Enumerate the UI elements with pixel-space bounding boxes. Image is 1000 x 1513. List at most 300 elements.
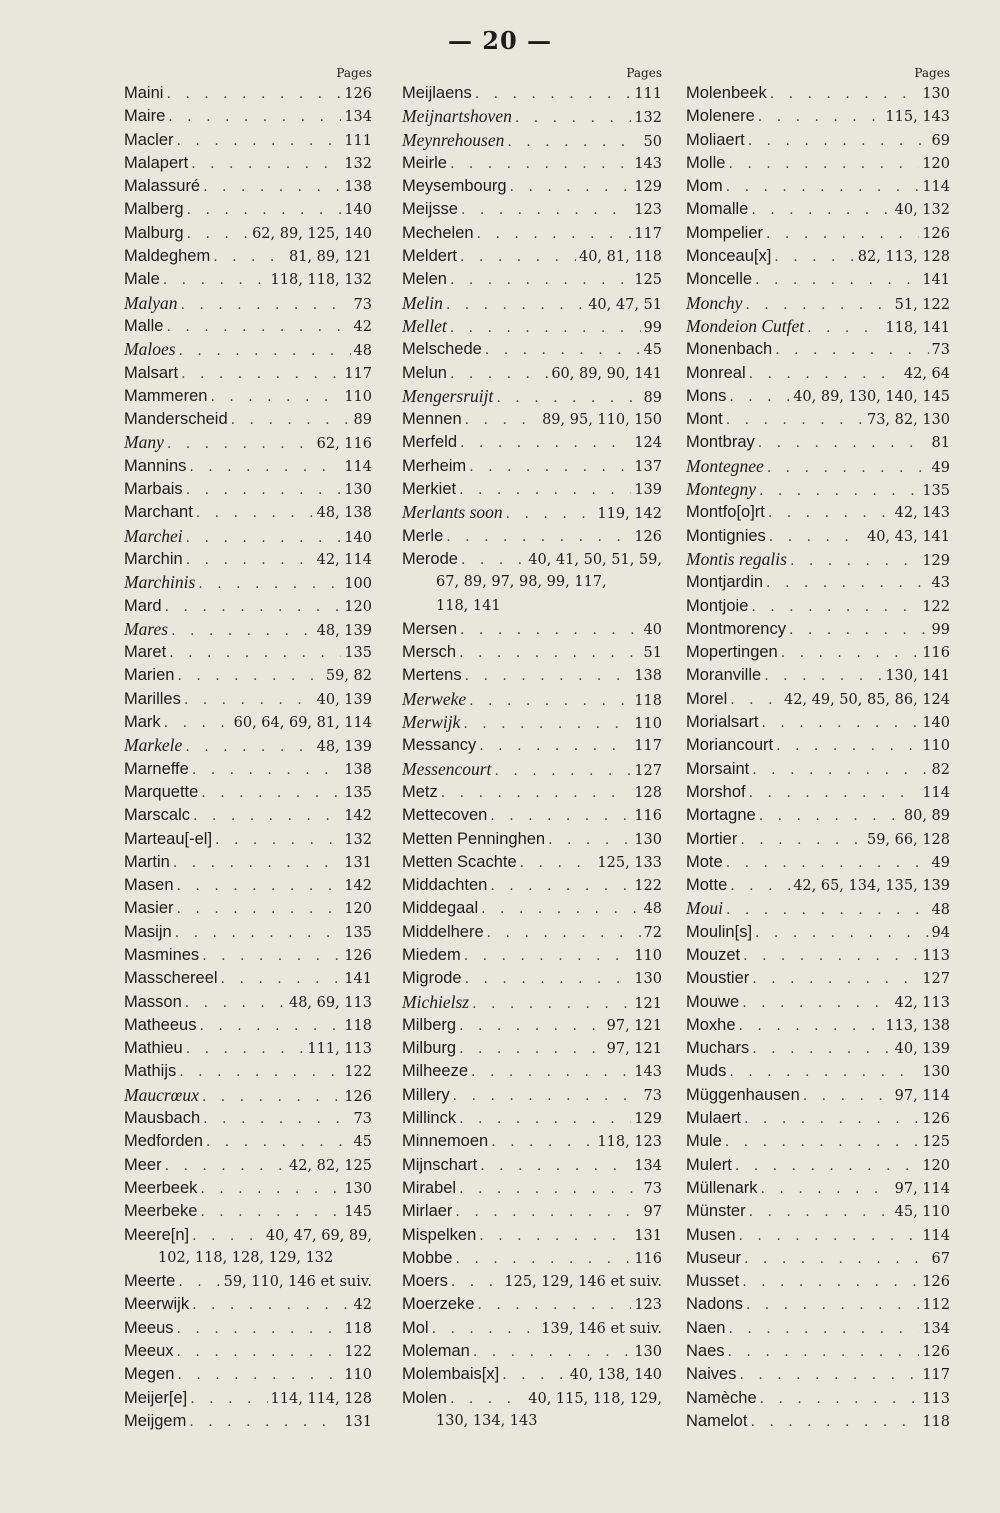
dot-leader — [475, 83, 632, 106]
entry-list — [402, 82, 662, 1433]
entry-name: Montmorency — [686, 619, 786, 638]
index-entry — [686, 711, 950, 734]
entry-name: Minnemoen — [402, 1132, 489, 1151]
dot-leader — [203, 176, 341, 199]
dot-leader — [206, 1131, 351, 1154]
dot-leader — [471, 1061, 631, 1084]
entry-pages: 140 — [344, 529, 372, 546]
index-entry — [402, 548, 662, 571]
entry-name: Nadons — [686, 1295, 743, 1314]
entry-pages: 118 — [922, 1413, 950, 1430]
entry-pages: 139, 146 et suiv. — [541, 1320, 662, 1337]
index-entry — [402, 1107, 662, 1130]
entry-pages: 40, 132 — [894, 202, 950, 219]
entry-name: Moncelle — [686, 270, 753, 289]
entry-pages: 118 — [634, 692, 662, 709]
entry-name: Mengersruijt — [402, 385, 494, 406]
dot-leader — [479, 1225, 631, 1248]
entry-name: Museur — [686, 1248, 742, 1267]
entry-pages: 129 — [634, 1111, 662, 1128]
entry-name: Middachten — [402, 876, 488, 895]
dot-leader — [758, 432, 929, 455]
dot-leader — [766, 572, 929, 595]
entry-pages: 102, 118, 128, 129, 132 — [158, 1249, 334, 1266]
index-entry — [124, 571, 372, 594]
entry-pages: 130 — [634, 971, 662, 988]
entry-name: Maucrœux — [124, 1084, 199, 1105]
dot-leader — [748, 130, 929, 153]
entry-name: Maini — [124, 84, 164, 102]
index-entry — [402, 478, 662, 501]
entry-pages: 100 — [344, 576, 372, 593]
entry-name: Melen — [402, 270, 447, 289]
entry-name: Namèche — [686, 1388, 757, 1407]
index-entry — [686, 688, 950, 711]
entry-name: Masschereel — [124, 969, 218, 988]
entry-name: Morshof — [686, 782, 746, 801]
entry-pages: 80, 89 — [903, 808, 950, 825]
entry-pages: 123 — [634, 202, 662, 219]
entry-name: Motte — [686, 876, 728, 895]
dot-leader — [761, 1178, 892, 1201]
entry-pages: 117 — [634, 738, 662, 755]
entry-name: Male — [124, 270, 160, 289]
index-entry — [124, 152, 372, 175]
dot-leader — [507, 131, 640, 154]
dot-leader — [464, 945, 632, 968]
column-header: Pages — [626, 66, 662, 80]
entry-name: Mondeion Cutfet — [686, 315, 805, 336]
entry-name: Malburg — [124, 223, 184, 242]
entry-pages: 130, 134, 143 — [436, 1412, 538, 1429]
dot-leader — [455, 1248, 631, 1271]
dot-leader — [459, 1178, 640, 1201]
index-entry — [124, 548, 372, 571]
entry-pages: 126 — [922, 1274, 950, 1291]
entry-pages: 45 — [643, 342, 662, 359]
index-entry — [402, 991, 662, 1014]
index-entry — [124, 1270, 372, 1293]
entry-pages: 127 — [922, 971, 950, 988]
entry-pages: 40, 115, 118, 129, — [528, 1390, 662, 1407]
dot-leader — [177, 1341, 342, 1364]
entry-pages: 50 — [643, 133, 662, 150]
index-entry — [124, 851, 372, 874]
entry-pages: 117 — [634, 225, 662, 242]
dot-leader — [755, 922, 929, 945]
index-entry — [686, 641, 950, 664]
index-entry — [686, 501, 950, 524]
entry-name: Migrode — [402, 969, 462, 988]
entry-name: Mammeren — [124, 386, 208, 405]
entry-name: Malapert — [124, 153, 189, 172]
entry-name: Mathieu — [124, 1039, 183, 1058]
index-entry — [402, 385, 662, 408]
index-entry — [402, 129, 662, 152]
index-entry — [402, 315, 662, 338]
index-entry — [402, 175, 662, 198]
index-entry — [402, 758, 662, 781]
dot-leader — [450, 269, 631, 292]
dot-leader — [728, 1341, 920, 1364]
dot-leader — [193, 805, 341, 828]
dot-leader — [167, 433, 314, 456]
entry-name: Malle — [124, 316, 164, 335]
entry-name: Metten Scachte — [402, 852, 517, 871]
dot-leader — [739, 1015, 883, 1038]
entry-pages: 42, 82, 125 — [288, 1157, 372, 1174]
entry-name: Mompelier — [686, 223, 764, 242]
dot-leader — [450, 363, 548, 386]
dot-leader — [461, 549, 525, 572]
entry-pages: 126 — [634, 528, 662, 545]
entry-list — [124, 82, 372, 1433]
entry-name: Mares — [124, 618, 169, 639]
entry-name: Merle — [402, 526, 444, 545]
entry-pages: 120 — [344, 901, 372, 918]
entry-pages: 82, 113, 128 — [857, 249, 950, 266]
entry-pages: 40 — [643, 621, 662, 638]
dot-leader — [469, 456, 631, 479]
entry-pages: 89 — [353, 412, 372, 429]
dot-leader — [184, 689, 314, 712]
entry-pages: 99 — [931, 621, 950, 638]
entry-pages: 145 — [344, 1204, 372, 1221]
index-entry — [686, 1247, 950, 1270]
dot-leader — [446, 526, 631, 549]
entry-name: Merkiet — [402, 480, 457, 499]
dot-leader — [175, 922, 342, 945]
index-entry — [402, 431, 662, 454]
dot-leader — [186, 1038, 305, 1061]
entry-pages: 130 — [922, 86, 950, 102]
index-entry — [124, 1037, 372, 1060]
dot-leader — [192, 1225, 263, 1248]
entry-pages: 114 — [344, 458, 372, 475]
index-entry — [402, 268, 662, 291]
index-entry — [402, 1014, 662, 1037]
dot-leader — [446, 294, 585, 317]
entry-name: Musset — [686, 1272, 740, 1291]
entry-pages: 132 — [634, 110, 662, 127]
entry-pages: 73 — [643, 1180, 662, 1197]
entry-name: Marilles — [124, 689, 181, 708]
dot-leader — [764, 665, 882, 688]
dot-leader — [758, 106, 883, 129]
dot-leader — [460, 432, 631, 455]
dot-leader — [770, 83, 920, 106]
index-entry — [124, 1130, 372, 1153]
dot-leader — [180, 294, 350, 317]
dot-leader — [469, 690, 631, 713]
entry-pages: 135 — [344, 784, 372, 801]
entry-pages: 111 — [344, 132, 372, 149]
index-entry — [686, 478, 950, 501]
entry-pages: 42, 113 — [894, 994, 950, 1011]
entry-name: Masijn — [124, 922, 172, 941]
index-entry — [402, 1317, 662, 1340]
entry-pages: 48, 139 — [316, 622, 372, 639]
entry-name: Mouwe — [686, 992, 740, 1011]
entry-pages: 40, 138, 140 — [569, 1367, 662, 1384]
entry-name: Meysembourg — [402, 177, 507, 196]
entry-pages: 118, 123 — [597, 1134, 662, 1151]
entry-pages: 97, 121 — [606, 1017, 662, 1034]
index-entry — [402, 152, 662, 175]
index-entry — [686, 82, 950, 105]
dot-leader — [490, 875, 631, 898]
entry-name: Millery — [402, 1085, 450, 1104]
entry-name: Messencourt — [402, 758, 492, 779]
index-entry — [402, 222, 662, 245]
entry-pages: 118 — [344, 1320, 372, 1337]
entry-pages: 59, 82 — [325, 668, 372, 685]
entry-pages: 120 — [922, 1157, 950, 1174]
entry-name: Meijgem — [124, 1411, 187, 1430]
index-entry — [686, 1037, 950, 1060]
index-entry — [124, 758, 372, 781]
entry-name: Mirlaer — [402, 1202, 453, 1221]
entry-pages: 48 — [353, 343, 372, 360]
entry-name: Meer — [124, 1155, 162, 1174]
entry-name: Moriancourt — [686, 736, 774, 755]
entry-pages: 72 — [643, 924, 662, 941]
index-column-3 — [686, 64, 950, 1433]
entry-pages: 42, 49, 50, 85, 86, 124 — [783, 691, 950, 708]
entry-name: Montignies — [686, 526, 766, 545]
dot-leader — [496, 387, 640, 410]
index-entry — [402, 105, 662, 128]
entry-name: Marneffe — [124, 759, 189, 778]
entry-pages: 40, 81, 118 — [578, 249, 662, 266]
index-entry — [124, 292, 372, 315]
entry-pages: 42, 114 — [316, 551, 372, 568]
entry-pages: 140 — [922, 715, 950, 732]
entry-name: Moers — [402, 1272, 448, 1291]
entry-name: Moulin[s] — [686, 922, 753, 941]
entry-pages: 114 — [922, 179, 950, 196]
entry-pages: 126 — [922, 225, 950, 242]
index-entry — [124, 1154, 372, 1177]
entry-name: Mannins — [124, 456, 187, 475]
entry-pages: 117 — [344, 365, 372, 382]
index-entry — [686, 1363, 950, 1386]
entry-pages: 140 — [344, 202, 372, 219]
entry-name: Malberg — [124, 200, 184, 219]
entry-name: Mertens — [402, 666, 462, 685]
entry-pages: 141 — [344, 971, 372, 988]
dot-leader — [201, 782, 341, 805]
dot-leader — [477, 1294, 631, 1317]
entry-pages: 73 — [353, 1111, 372, 1128]
dot-leader — [165, 1155, 286, 1178]
index-entry — [402, 1037, 662, 1060]
index-entry — [124, 804, 372, 827]
entry-pages: 110 — [344, 388, 372, 405]
dot-leader — [450, 1388, 525, 1411]
index-entry — [124, 105, 372, 128]
entry-name: Masmines — [124, 945, 200, 964]
dot-leader — [749, 1201, 892, 1224]
entry-pages: 99 — [643, 319, 662, 336]
entry-pages: 110 — [634, 716, 662, 733]
dot-leader — [179, 1061, 341, 1084]
entry-pages: 122 — [922, 598, 950, 615]
index-entry — [686, 338, 950, 361]
entry-name: Masson — [124, 992, 182, 1011]
index-entry — [124, 82, 372, 105]
entry-pages: 126 — [344, 1088, 372, 1105]
index-entry — [124, 1340, 372, 1363]
index-entry — [402, 198, 662, 221]
entry-name: Meeux — [124, 1342, 174, 1361]
entry-pages: 69 — [931, 132, 950, 149]
dot-leader — [774, 246, 854, 269]
index-entry — [686, 804, 950, 827]
entry-name: Monchy — [686, 292, 743, 313]
entry-name: Moranville — [686, 666, 762, 685]
dot-leader — [202, 945, 341, 968]
entry-name: Melun — [402, 363, 447, 382]
entry-name: Naen — [686, 1318, 726, 1337]
entry-name: Merweke — [402, 688, 467, 709]
entry-name: Marteau[-el] — [124, 829, 213, 848]
entry-name: Middegaal — [402, 899, 479, 918]
dot-leader — [725, 1131, 920, 1154]
entry-pages: 132 — [344, 155, 372, 172]
entry-name: Marchant — [124, 503, 193, 522]
index-entry — [686, 1200, 950, 1223]
index-entry — [124, 921, 372, 944]
index-entry — [686, 851, 950, 874]
entry-name: Moustier — [686, 969, 750, 988]
index-entry — [124, 1107, 372, 1130]
index-entry — [124, 315, 372, 338]
entry-name: Meerbeke — [124, 1202, 198, 1221]
entry-pages: 116 — [922, 645, 950, 662]
entry-name: Mote — [686, 852, 723, 871]
dot-leader — [744, 1108, 919, 1131]
entry-name: Musen — [686, 1225, 736, 1244]
entry-name: Merlants soon — [402, 502, 503, 523]
dot-leader — [459, 479, 631, 502]
dot-leader — [775, 339, 928, 362]
index-entry — [124, 198, 372, 221]
dot-leader — [769, 526, 864, 549]
dot-leader — [177, 875, 342, 898]
index-entry — [124, 897, 372, 920]
dot-leader — [171, 620, 314, 643]
entry-pages: 123 — [634, 1297, 662, 1314]
index-entry — [124, 362, 372, 385]
entry-pages: 114, 114, 128 — [270, 1390, 372, 1407]
index-entry — [124, 1410, 372, 1433]
entry-pages: 130 — [344, 1180, 372, 1197]
dot-leader — [767, 457, 929, 480]
dot-leader — [215, 829, 341, 852]
index-entry — [402, 1154, 662, 1177]
entry-pages: 125, 133 — [597, 854, 662, 871]
dot-leader — [752, 1038, 891, 1061]
index-entry — [124, 222, 372, 245]
index-entry — [402, 455, 662, 478]
entry-name: Milheeze — [402, 1062, 469, 1081]
entry-name: Mijnschart — [402, 1155, 478, 1174]
dot-leader — [745, 294, 891, 317]
entry-pages: 110 — [634, 947, 662, 964]
entry-pages: 122 — [344, 1064, 372, 1081]
index-entry — [124, 874, 372, 897]
entry-pages: 89 — [643, 389, 662, 406]
entry-pages: 62, 89, 125, 140 — [252, 225, 372, 242]
entry-name: Momalle — [686, 200, 749, 219]
index-entry — [402, 245, 662, 268]
entry-pages: 67 — [931, 1250, 950, 1267]
entry-name: Metten Penninghen — [402, 829, 546, 848]
entry-pages: 114 — [922, 1227, 950, 1244]
entry-name: Meijlaens — [402, 84, 472, 102]
dot-leader — [190, 1388, 267, 1411]
dot-leader — [743, 945, 919, 968]
dot-leader — [191, 153, 341, 176]
dot-leader — [213, 246, 286, 269]
entry-pages: 97 — [643, 1204, 662, 1221]
dot-leader — [221, 968, 342, 991]
entry-name: Naives — [686, 1365, 737, 1384]
dot-leader — [231, 409, 351, 432]
entry-name: Marquette — [124, 782, 199, 801]
index-entry — [686, 268, 950, 291]
entry-name: Marchinis — [124, 572, 196, 593]
entry-pages: 132 — [344, 831, 372, 848]
entry-pages: 130, 141 — [885, 668, 950, 685]
index-entry — [402, 1224, 662, 1247]
index-entry — [124, 828, 372, 851]
entry-pages: 97, 114 — [894, 1087, 950, 1104]
dot-leader — [726, 409, 864, 432]
entry-pages: 40, 47, 69, 89, — [265, 1227, 372, 1244]
index-entry — [402, 1060, 662, 1083]
entry-pages: 81, 89, 121 — [288, 249, 372, 266]
entry-name: Müllenark — [686, 1178, 758, 1197]
entry-name: Middelhere — [402, 922, 484, 941]
dot-leader — [200, 1201, 341, 1224]
dot-leader — [751, 596, 919, 619]
entry-name: Marscalc — [124, 806, 191, 825]
index-entry — [686, 1177, 950, 1200]
dot-leader — [460, 619, 641, 642]
entry-name: Meijer[e] — [124, 1388, 188, 1407]
dot-leader — [515, 107, 631, 130]
entry-pages: 116 — [634, 808, 662, 825]
index-entry — [686, 664, 950, 687]
entry-pages: 141 — [922, 272, 950, 289]
entry-pages: 111 — [634, 86, 662, 102]
index-entry-continuation — [402, 571, 662, 594]
entry-pages: 125 — [922, 1134, 950, 1151]
index-entry — [402, 362, 662, 385]
index-entry — [124, 478, 372, 501]
index-entry — [686, 944, 950, 967]
dot-leader — [730, 689, 781, 712]
dot-leader — [185, 992, 286, 1015]
entry-pages: 125, 129, 146 et suiv. — [504, 1274, 662, 1291]
dot-leader — [477, 223, 632, 246]
dot-leader — [760, 1388, 920, 1411]
index-entry — [402, 1247, 662, 1270]
entry-pages: 135 — [344, 645, 372, 662]
index-entry — [402, 664, 662, 687]
